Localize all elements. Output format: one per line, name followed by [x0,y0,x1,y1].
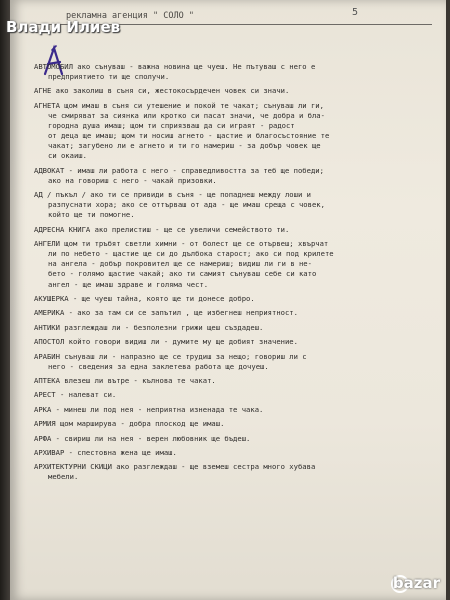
dictionary-entry [34,239,432,289]
entry-line: бето - голямо щастие чакай; ако ти самият сънуваш себе си като [48,269,317,279]
entry-line: АПОСТОЛ който говори видиш ли - думите му ще добият значение. [34,337,298,347]
dictionary-entry [34,448,432,458]
header-agency-name: рекламна агенция " СОЛО " [66,11,194,21]
dictionary-entry [34,434,432,444]
entry-line: АНГЕЛИ щом ти тръбят светли химни - от болест ще се отървеш; хвърчат [34,239,329,249]
entry-line: АГНЕ ако заколиш в съня си, жестокосърдечен човек си значи. [34,86,290,96]
entry-line: АВТОМОБИЛ ако сънуваш - важна новина ще чуеш. Не пътуваш с него е [34,62,316,71]
entry-line: разпуснати хора; ако се оттърваш от ада - ще имаш среща с човек, [48,200,325,210]
entry-line: на ангела - добър покровител ще се намериш; видиш ли ги в не- [48,259,312,269]
entry-line: който ще ти помогне. [48,210,135,220]
entry-line: АРАБИН сънуваш ли - напразно ще се трудиш за нещо; говориш ли с [34,351,307,361]
entry-line: АРЕСТ - налеват си. [34,390,117,400]
entry-line: АРХИТЕКТУРНИ СКИЦИ ако разглеждаш - ще вземеш сестра много хубава [34,462,316,472]
dictionary-entry [34,419,432,429]
entry-line: си окаиш. [48,151,87,161]
entry-line: ли по небето - щастие ще си до дълбока старост; ако си под крилете [48,249,334,259]
entry-line: АПТЕКА влезеш ли вътре - кълнова те чакат. [34,376,216,385]
entry-line: че смиряват за сиянка или кротко си пасат значи, че добра и бла- [48,110,325,120]
dictionary-entry [34,62,432,82]
dictionary-entry [34,376,432,386]
entry-line: ангел - ще имаш здраве и голяма чест. [48,279,209,289]
entry-line: АРКА - минеш ли под нея - неприятна изненада те чака. [34,404,264,414]
dictionary-entry [34,294,432,304]
entry-line: АРФА - свириш ли на нея - верен любовник ще бъдеш. [34,433,251,443]
entry-line: мебели. [48,472,79,482]
entry-line: АРМИЯ щом марширува - добра плоскод ще имаш. [34,419,225,429]
dictionary-entry [34,323,432,333]
entry-line: от деца ще имаш; щом ти носиш агнето - щастие и благосъстояние те [48,131,330,141]
entry-line: АД / пъкъл / ако ти се привиди в съня - ще попаднеш между лоши и [34,190,311,200]
dictionary-entry [34,337,432,347]
entry-line: него - сведения за една заклетева работа ще дочуеш. [48,361,269,371]
document-page [10,0,446,600]
dictionary-entry [34,405,432,415]
dictionary-entries [34,62,432,487]
dictionary-entry [34,308,432,318]
page-number: 5 [351,7,358,18]
dictionary-entry [34,166,432,186]
entry-line: городна душа имаш; щом ти сприязваш да си играят - радост [48,121,295,131]
watermark-site: bazar [392,574,440,592]
dictionary-entry [34,390,432,400]
dictionary-entry [34,86,432,96]
entry-line: АДВОКАТ - имаш ли работа с него - справедливостта за теб ще победи; [34,165,324,175]
entry-line: чакат; загубено ли е агнето и ти го намериш - за добър човек ще [48,141,321,151]
entry-line: предприятието ти ще сполучи. [48,72,170,82]
entry-line: ако на говориш с него - чакай призовки. [48,175,217,185]
dictionary-entry [34,190,432,220]
entry-line: АМЕРИКА - ако за там си се запътил , ще избегнеш неприятност. [34,308,298,318]
dictionary-entry [34,352,432,372]
watermark-username: Влади Илиев [6,18,121,36]
dictionary-entry [34,225,432,235]
entry-line: АГНЕТА щом имаш в съня си утешение и покой те чакат; сънуваш ли ги, [34,100,324,110]
entry-line: АДРЕСНА КНИГА ако прелистиш - ще се увеличи семейството ти. [34,224,290,234]
dictionary-entry [34,101,432,162]
entry-line: АНТИКИ разглеждаш ли - безполезни грижи щеш създадеш. [34,322,264,332]
dictionary-entry [34,462,432,482]
entry-line: АРХИВАР - спестовна жена ще имаш. [34,447,177,457]
entry-line: АКУШЕРКА - ще чуеш тайна, която ще ти донесе добро. [34,293,255,303]
